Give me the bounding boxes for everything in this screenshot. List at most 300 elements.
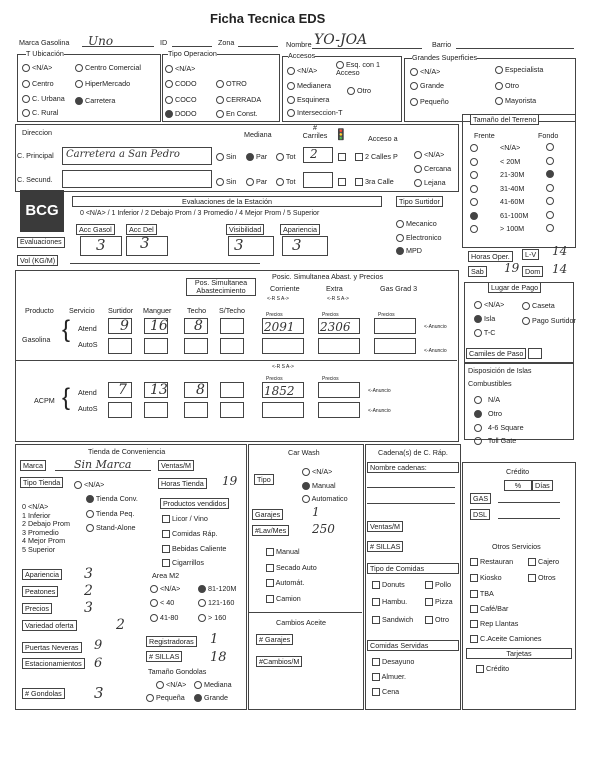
variedad-value[interactable]: 2 [116,617,125,633]
dias-label: Días [532,480,553,491]
otro-label: Otro [435,615,449,624]
fondo-radio[interactable] [546,211,554,219]
sandwich-label: Sandwich [382,615,414,624]
area-121-label: 121-160 [208,598,235,607]
terreno-row [470,197,570,206]
fondo-label: Fondo [538,131,559,140]
carriles-value: 2 [310,147,318,161]
surtidor-header: Surtidor [108,306,134,315]
ac-medianera-label: Medianera [297,81,331,90]
op-const-radio[interactable] [216,110,224,118]
ub-cc-label: Centro Comercial [85,63,141,72]
cadena-ventas-label: Ventas/M [367,521,403,532]
gs-especialista-radio[interactable] [495,66,503,74]
cw-secado-label: Secado Auto [276,563,317,572]
gon-pequena-label: Pequeña [156,693,185,702]
islas-square-label: 4-6 Square [488,423,524,432]
cadena-nombre-label: Nombre cadenas: [367,462,459,473]
accesos-title: Accesos [288,51,316,60]
s-sin-label: Sin [226,177,237,186]
gon-mediana-label: Mediana [204,680,232,689]
licor-check[interactable] [162,515,170,523]
pago-caseta-radio[interactable] [522,302,530,310]
pizza-check[interactable] [425,598,433,606]
fondo-radio[interactable] [546,170,554,178]
cw-na-radio[interactable] [302,468,310,476]
dsl-label: DSL [470,509,490,520]
g-precio-corriente[interactable]: 2091 [264,320,295,334]
gs-otro-radio[interactable] [495,82,503,90]
op-dodo-radio[interactable] [165,110,173,118]
horas-tienda-value[interactable]: 19 [222,474,238,488]
donuts-label: Donuts [382,580,405,589]
ac-interseccion-radio[interactable] [287,109,295,117]
cajero-check[interactable] [528,558,536,566]
bcg-logo: BCG [20,190,64,232]
grid-cell[interactable] [220,402,244,418]
terreno-row [470,157,570,166]
g-surtidor-value[interactable]: 9 [120,318,129,334]
acc-gasol-value: 3 [96,236,106,254]
tt-peq-label: Tienda Peq. [95,509,135,518]
grid-cell[interactable] [144,382,168,398]
grid-cell[interactable] [374,318,416,334]
ub-hiper-radio[interactable] [75,80,83,88]
mecanico-radio[interactable] [396,220,404,228]
precios-2: Precios [322,312,339,318]
comidas-check[interactable] [162,530,170,538]
ac-esquinera-label: Esquinera [297,95,330,104]
dom-label: Dom [522,266,543,277]
gs-na-label: <N/A> [420,67,441,76]
aceite-camiones-check[interactable] [470,635,478,643]
cw-lav-value[interactable]: 250 [312,522,335,536]
marca-value[interactable]: Uno [88,34,114,48]
op-otro-radio[interactable] [216,80,224,88]
cadena-title: Cadena(s) de C. Ráp. [378,448,448,457]
horas-oper-label: Horas Oper. [468,251,513,262]
grid-cell[interactable] [144,338,168,354]
fondo-radio[interactable] [546,197,554,205]
op-coco-radio[interactable] [165,96,173,104]
s-tot-radio[interactable] [276,178,284,186]
credito-check-label: Crédito [486,664,510,673]
frente-radio[interactable] [470,171,478,179]
tt-stand-label: Stand-Alone [96,523,136,532]
cw-tipo-label: Tipo [254,474,274,485]
acceso-label: Acceso a [368,134,398,143]
grid-cell[interactable] [318,402,360,418]
aceite-garajes-label: # Garajes [256,634,293,645]
aceite-camiones-label: C.Aceite Camiones [480,634,542,643]
licor-label: Licor / Vino [172,514,208,523]
kiosko-check[interactable] [470,574,478,582]
cw-manual-check-label: Manual [276,547,300,556]
donuts-check[interactable] [372,581,380,589]
islas-otro-label: Otro [488,409,502,418]
gas-label: Gas Grad 3 [380,284,418,293]
g-precio-extra[interactable]: 2306 [320,320,351,334]
gs-pequeno-radio[interactable] [410,98,418,106]
gs-mayorista-radio[interactable] [495,97,503,105]
calles-label: 2 Calles P [365,152,398,161]
tt-conv-radio[interactable] [86,495,94,503]
fondo-radio[interactable] [546,184,554,192]
tba-check[interactable] [470,590,478,598]
grid-cell[interactable] [184,402,208,418]
cw-garajes-value[interactable]: 1 [312,505,320,519]
ac-otro-radio[interactable] [347,87,355,95]
gon-mediana-radio[interactable] [194,681,202,689]
vendidos-label: Productos vendidos [160,498,229,509]
grid-cell[interactable] [184,318,208,334]
islas-toll-radio[interactable] [474,437,482,445]
otros-check[interactable] [528,574,536,582]
fondo-radio[interactable] [546,157,554,165]
mpd-radio[interactable] [396,247,404,255]
grid-cell[interactable] [262,402,304,418]
aceite-title: Cambios Aceite [276,618,326,627]
pago-na-radio[interactable] [474,301,482,309]
s-tot-label: Tot [285,177,296,186]
ub-rural-radio[interactable] [22,109,30,117]
precios-t-value[interactable]: 3 [84,600,93,616]
acpm-brace: { [62,384,71,411]
acc-lejana-label: Lejana [424,178,446,187]
pos-simultanea: Pos. Simultanea Abastecimiento [186,278,256,296]
grid-cell[interactable] [318,382,360,398]
ac-na-radio[interactable] [287,67,295,75]
acc-lejana-radio[interactable] [414,179,422,187]
gon-pequena-radio[interactable] [146,694,154,702]
area-41-label: 41-80 [160,613,179,622]
acc-gasol-label: Acc Gasol [76,224,115,235]
ac-medianera-radio[interactable] [287,82,295,90]
camiones-check[interactable] [528,348,542,359]
cigarrillos-check[interactable] [162,559,170,567]
terreno-label: 21-30M [500,170,525,179]
nombre-value[interactable]: YO-JOA [314,32,368,48]
cw-manual-check[interactable] [266,548,274,556]
gon-grande-label: Grande [204,693,228,702]
tienda-scale-item: 4 Mejor Prom [22,536,66,545]
gs-otro-label: Otro [505,81,519,90]
op-dodo-label: DODO [175,109,197,118]
ac-esquinera-radio[interactable] [287,96,295,104]
cafe-check[interactable] [355,178,363,186]
electronico-label: Electronico [406,233,442,242]
cafe-bar-label: Café/Bar [480,604,509,613]
area-na-radio[interactable] [150,585,158,593]
frente-radio[interactable] [470,225,478,233]
tienda-scale-item: 3 Promedio [22,527,59,537]
precios-t-label: Precios [22,603,52,614]
grid-cell[interactable] [318,338,360,354]
frente-radio[interactable] [470,144,478,152]
g-manguer-value[interactable]: 16 [150,318,168,334]
cw-manual-radio[interactable] [302,482,310,490]
grid-cell[interactable] [220,382,244,398]
tienda-scale-item: 1 Inferior [22,510,51,520]
calles-check[interactable] [355,153,363,161]
grid-cell[interactable] [184,338,208,354]
ac-interseccion-label: Interseccion-T [297,108,343,117]
anuncio-1: <-Anuncio [424,324,447,330]
cw-camion-check[interactable] [266,595,274,603]
tienda-scale-item: 2 Debajo Prom [22,519,70,528]
grid-cell[interactable] [108,402,132,418]
secund-input[interactable] [62,170,212,188]
s-par-radio[interactable] [246,178,254,186]
desayuno-check[interactable] [372,658,380,666]
grid-cell[interactable] [184,382,208,398]
visibilidad-value: 3 [234,236,244,254]
rsa-2: <-R S A-> [327,296,349,302]
cafe-label: 3ra Calle [365,177,394,186]
desayuno-label: Desayuno [382,657,415,666]
tienda-scale-item: 0 <N/A> [22,502,49,511]
ub-hiper-label: HiperMercado [85,79,131,88]
grid-cell[interactable] [374,338,416,354]
cigarrillos-label: Cigarrillos [172,558,204,567]
llantas-check[interactable] [470,620,478,628]
cadena-box [365,444,461,710]
pollo-check[interactable] [425,581,433,589]
pollo-label: Pollo [435,580,451,589]
p-check[interactable] [338,153,346,161]
num-gondolas-value[interactable]: 3 [94,684,104,702]
grid-cell[interactable] [108,382,132,398]
s-sin-radio[interactable] [216,178,224,186]
cafe-bar-check[interactable] [470,605,478,613]
registradoras-label: Registradoras [146,636,197,647]
ub-urbana-radio[interactable] [22,95,30,103]
cw-na-label: <N/A> [312,467,333,476]
peatones-label: Peatones [22,586,58,597]
ub-na-radio[interactable] [22,64,30,72]
grid-cell[interactable] [262,318,304,334]
a-precio[interactable]: 1852 [264,384,295,398]
area-41-radio[interactable] [150,614,158,622]
grid-cell[interactable] [220,318,244,334]
comidas-tipo-label: Tipo de Comidas [367,563,459,574]
cw-automat-label: Automát. [275,578,305,587]
corriente-label: Corriente [270,284,300,293]
stecho-header: S/Techo [219,306,245,315]
servicio-header: Servicio [69,306,95,315]
grid-cell[interactable] [220,338,244,354]
frente-radio[interactable] [470,158,478,166]
apariencia-t-value[interactable]: 3 [84,566,93,582]
p-tot-radio[interactable] [276,153,284,161]
pago-isla-radio[interactable] [474,315,482,323]
hambu-label: Hambu. [382,597,408,606]
area-40-radio[interactable] [150,599,158,607]
otro-check[interactable] [425,616,433,624]
credito-check[interactable] [476,665,484,673]
grid-cell[interactable] [262,382,304,398]
restauran-label: Restauran [480,557,514,566]
apariencia-input[interactable] [282,236,328,256]
cw-manual-label: Manual [312,481,336,490]
ub-carretera-radio[interactable] [75,97,83,105]
sillas-t-value[interactable]: 18 [210,650,227,665]
tienda-scale-item: 5 Superior [22,544,56,554]
grid-cell[interactable] [108,318,132,334]
cw-lav-label: #Lav/Mes [252,525,289,536]
a-autos-label: AutoS [78,404,98,413]
pago-tc-label: T-C [483,328,496,337]
sab-value[interactable]: 19 [504,261,520,275]
hambu-check[interactable] [372,598,380,606]
tt-na-radio[interactable] [74,481,82,489]
electronico-radio[interactable] [396,234,404,242]
almuer-check[interactable] [372,673,380,681]
p-sin-label: Sin [226,152,237,161]
islas-toll-label: Toll Gate [487,436,517,445]
area-121-radio[interactable] [198,599,206,607]
gas-label: GAS [470,493,491,504]
tt-peq-radio[interactable] [86,510,94,518]
acc-cercana-label: Cercana [424,164,452,173]
grid-cell[interactable] [262,338,304,354]
frente-radio[interactable] [470,212,478,220]
islas-title: Disposición de Islas [468,366,532,375]
bebidas-check[interactable] [162,545,170,553]
op-na-label: <N/A> [175,64,196,73]
peatones-value[interactable]: 2 [84,583,93,599]
registradoras-value[interactable]: 1 [210,632,219,647]
g-techo-value[interactable]: 8 [194,318,203,334]
tt-stand-radio[interactable] [86,524,94,532]
carriles-input[interactable] [303,147,333,163]
frente-radio[interactable] [470,185,478,193]
op-coco-label: COCO [175,95,197,104]
llantas-label: Rep Llantas [480,619,519,628]
gs-na-radio[interactable] [410,68,418,76]
gon-na-label: <N/A> [166,680,187,689]
tt-na-label: <N/A> [84,480,105,489]
islas-na-radio[interactable] [474,396,482,404]
otros-title: Otros Servicios [492,542,541,551]
gs-grande-radio[interactable] [410,82,418,90]
op-codo-radio[interactable] [165,80,173,88]
cw-secado-check[interactable] [266,564,274,572]
kiosko-label: Kiosko [480,573,502,582]
grid-cell[interactable] [108,338,132,354]
precios-5: Precios [322,376,339,382]
grid-cell[interactable] [144,402,168,418]
comidas-label: Comidas Ráp. [172,529,218,538]
ub-urbana-label: C. Urbana [32,94,65,103]
zona-label: Zona [218,38,235,47]
terreno-label: > 100M [500,224,525,233]
gon-na-radio[interactable] [156,681,164,689]
acc-cercana-radio[interactable] [414,165,422,173]
sandwich-check[interactable] [372,616,380,624]
lv-value[interactable]: 14 [552,244,568,258]
estac-value[interactable]: 6 [94,656,103,671]
frente-radio[interactable] [470,198,478,206]
gasolina-label: Gasolina [22,335,51,344]
op-otro-label: OTRO [226,79,247,88]
operacion-title: Tipo Operacion [168,49,217,58]
a-surtidor-value[interactable]: 7 [118,382,127,398]
terreno-label: 61-100M [500,210,529,220]
neveras-value[interactable]: 9 [94,638,103,653]
extra-label: Extra [326,284,343,293]
marca-label: Marca Gasolina [19,38,70,47]
area-160-radio[interactable] [198,614,206,622]
cajero-label: Cajero [538,557,560,566]
ac-esq-label: Esq. con 1 Acceso [336,60,380,78]
p-par-radio[interactable] [246,153,254,161]
restauran-check[interactable] [470,558,478,566]
tba-label: TBA [479,589,494,598]
s-par-label: Par [256,177,268,186]
gon-grande-radio[interactable] [194,694,202,702]
op-cerrada-radio[interactable] [216,96,224,104]
ub-cc-radio[interactable] [75,64,83,72]
cw-auto-radio[interactable] [302,495,310,503]
vol-label: Vol (KG/M) [17,255,58,266]
ventas-label: Ventas/M [158,460,194,471]
evaluaciones-button[interactable]: Evaluaciones [17,237,65,248]
precios-1: Precios [266,312,283,318]
sillas-t-label: # SILLAS [146,651,182,662]
a-manguer-value[interactable]: 13 [150,382,168,398]
islas-otro-radio[interactable] [474,410,482,418]
area-81-radio[interactable] [198,585,206,593]
eval-scale: 0 <N/A> / 1 Inferior / 2 Debajo Prom / 3 Promedio / 4 Mejor Prom / 5 Superior [80,210,320,217]
cena-check[interactable] [372,688,380,696]
grid-cell[interactable] [318,318,360,334]
acc-na-radio[interactable] [414,151,422,159]
pct-label: % [504,480,532,491]
gondolas-title: Tamaño Gondolas [148,667,207,676]
fondo-radio[interactable] [546,143,554,151]
a-techo-value[interactable]: 8 [196,382,205,398]
tienda-marca-value[interactable]: Sin Marca [74,458,132,471]
terreno-title: Tamaño del Terreno [470,114,539,125]
op-codo-label: CODO [175,79,197,88]
mpd-label: MPD [406,246,422,255]
grid-cell[interactable] [144,318,168,334]
s-check[interactable] [338,178,346,186]
g-atend-label: Atend [78,324,97,333]
carriles2-input[interactable] [303,172,333,188]
p-sin-radio[interactable] [216,153,224,161]
fondo-radio[interactable] [546,224,554,232]
terreno-label: < 20M [500,156,521,166]
cw-automat-check[interactable] [266,579,274,587]
islas-square-radio[interactable] [474,424,482,432]
pago-surtidor-radio[interactable] [522,317,530,325]
lv-label: L-V [522,249,539,260]
rsa-1: <-R S A-> [267,296,289,302]
op-na-radio[interactable] [165,65,173,73]
pago-title: Lugar de Pago [488,282,541,293]
p-par-label: Par [256,152,268,161]
techo-header: Techo [187,306,207,315]
pago-tc-radio[interactable] [474,329,482,337]
dom-value[interactable]: 14 [552,262,568,276]
op-cerrada-label: CERRADA [226,95,262,104]
p-tot-label: Tot [285,152,296,161]
apariencia-t-label: Apariencia [22,569,62,580]
ub-centro-radio[interactable] [22,80,30,88]
camiones-label: Camiles de Paso [466,348,526,359]
